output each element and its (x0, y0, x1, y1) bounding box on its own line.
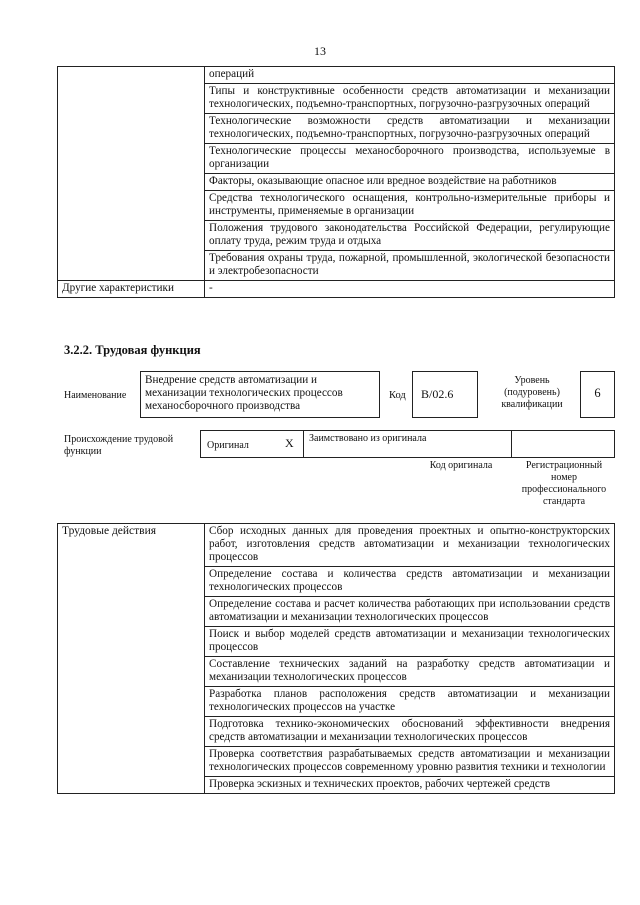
table-cell: Определение состава и расчет количества работающих при использовании средств автоматизации и механизации технологических процессов (205, 597, 615, 627)
level-label: Уровень (подуровень) квалификации (501, 375, 563, 410)
knowledge-table (57, 66, 615, 298)
table-cell: Поиск и выбор моделей средств автоматизации и механизации технологических процессов (205, 627, 615, 657)
table-cell: Типы и конструктивные особенности средств автоматизации и механизации технологических, подъемно-транспортных, погрузочно-разгрузочных операций (205, 84, 615, 114)
borrowed-box: Заимствовано из оригинала (303, 430, 512, 458)
registration-caption: Регистрационный номер профессионального стандарта (521, 460, 607, 507)
table-row (58, 524, 615, 567)
table-cell: Средства технологического оснащения, контрольно-измерительные приборы и инструменты, применяемые в организации (205, 191, 615, 221)
level-value-box: 6 (580, 371, 615, 418)
original-label: Оригинал (207, 440, 249, 451)
table-cell: операций (205, 67, 615, 84)
table-cell: Проверка соответствия разрабатываемых средств автоматизации и механизации технологических процессов современному уровню развития техники и технологии (205, 747, 615, 777)
registration-number-box (511, 430, 615, 458)
function-code-box: В/02.6 (412, 371, 478, 418)
table-cell: Проверка эскизных и технических проектов, рабочих чертежей средств (205, 777, 615, 794)
table-row (58, 281, 615, 298)
table-cell: Подготовка технико-экономических обоснований эффективности внедрения средств автоматизации и механизации технологических процессов (205, 717, 615, 747)
code-caption: Код оригинала (429, 460, 493, 471)
other-characteristics-value: - (205, 281, 615, 298)
table-cell: Определение состава и количества средств автоматизации и механизации технологических процессов (205, 567, 615, 597)
code-label: Код (389, 390, 406, 401)
labor-actions-label: Трудовые действия (58, 524, 205, 794)
original-box (200, 430, 304, 458)
name-label: Наименование (64, 390, 127, 401)
table-cell: Технологические процессы механосборочного производства, используемые в организации (205, 144, 615, 174)
table-cell: Технологические возможности средств автоматизации и механизации технологических, подъемно-транспортных, погрузочно-разгрузочных операций (205, 114, 615, 144)
section-title: 3.2.2. Трудовая функция (64, 343, 201, 357)
knowledge-label-cell (58, 67, 205, 281)
table-cell: Требования охраны труда, пожарной, промышленной, экологической безопасности и электробезопасности (205, 251, 615, 281)
table-cell: Составление технических заданий на разработку средств автоматизации и механизации технологических процессов (205, 657, 615, 687)
table-cell: Факторы, оказывающие опасное или вредное воздействие на работников (205, 174, 615, 191)
labor-actions-table (57, 523, 615, 794)
original-mark: X (285, 436, 294, 450)
other-characteristics-label: Другие характеристики (58, 281, 205, 298)
table-row (58, 67, 615, 84)
table-cell: Разработка планов расположения средств автоматизации и механизации технологических процессов на участке (205, 687, 615, 717)
table-cell: Положения трудового законодательства Российской Федерации, регулирующие оплату труда, режим труда и отдыха (205, 221, 615, 251)
table-cell: Сбор исходных данных для проведения проектных и опытно-конструкторских работ, изготовления средств автоматизации и механизации технологических процессов (205, 524, 615, 567)
function-name-box: Внедрение средств автоматизации и механизации технологических процессов механосборочного производства (140, 371, 380, 418)
page-number: 13 (314, 44, 326, 58)
origin-label: Происхождение трудовой функции (64, 434, 174, 457)
